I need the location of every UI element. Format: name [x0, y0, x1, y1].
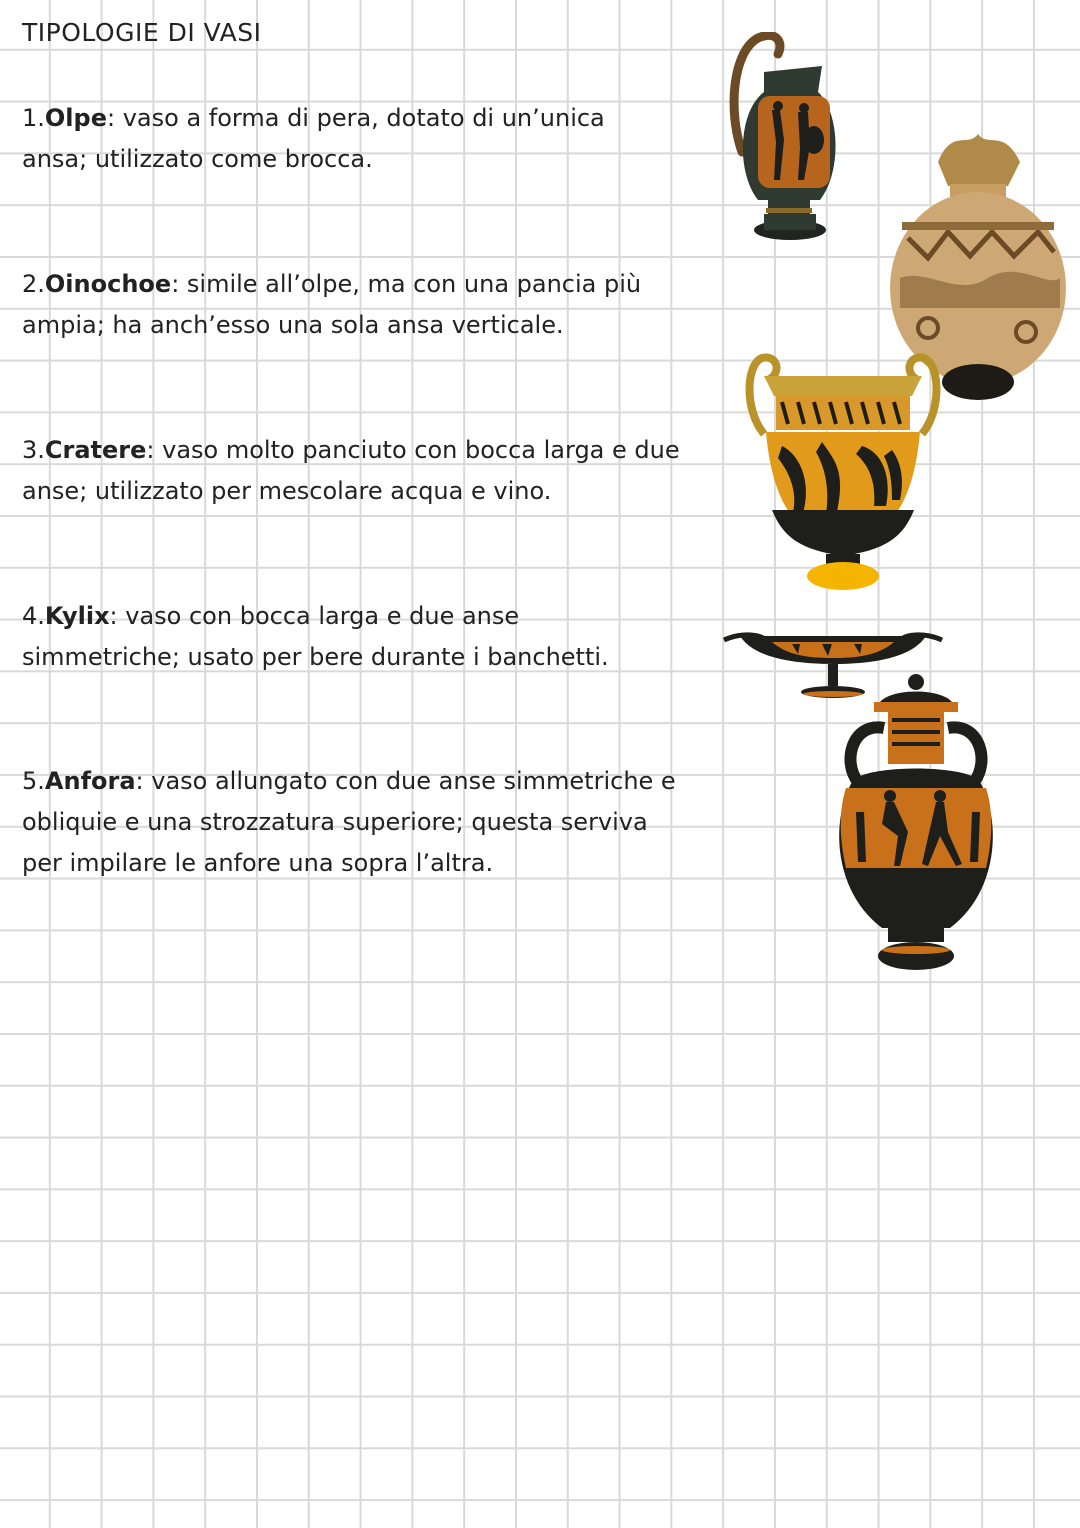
- entry-text: simmetriche; usato per bere durante i banchetti.: [22, 643, 609, 671]
- entry-text: per impilare le anfore una sopra l’altra.: [22, 849, 494, 877]
- entry-text: obliquie e una strozzatura superiore; questa serviva: [22, 808, 648, 836]
- entry-text: : vaso molto panciuto con bocca larga e due: [146, 436, 680, 464]
- entry-oinochoe: [22, 264, 722, 346]
- entry-text: : vaso a forma di pera, dotato di un’unica: [107, 104, 605, 132]
- olpe-image: [728, 32, 846, 244]
- entry-number: 4.: [22, 602, 45, 630]
- entry-anfora: [22, 761, 722, 884]
- page-title: TIPOLOGIE DI VASI: [22, 18, 262, 47]
- entry-term: Cratere: [44, 436, 147, 464]
- entry-cratere: [22, 430, 722, 512]
- entry-number: 5.: [22, 767, 45, 795]
- entry-text: : vaso con bocca larga e due anse: [109, 602, 520, 630]
- entry-text: : simile all’olpe, ma con una pancia più: [171, 270, 642, 298]
- anfora-image: [832, 672, 1000, 976]
- entry-text: ansa; utilizzato come brocca.: [22, 145, 373, 173]
- entry-term: Anfora: [44, 767, 136, 795]
- entry-term: Kylix: [44, 602, 110, 630]
- entry-text: ampia; ha anch’esso una sola ansa verticale.: [22, 311, 564, 339]
- entry-number: 1.: [22, 104, 45, 132]
- entry-kylix: [22, 596, 722, 678]
- entry-text: : vaso allungato con due anse simmetriche e: [135, 767, 676, 795]
- cratere-image: [742, 350, 944, 592]
- entry-term: Oinochoe: [44, 270, 172, 298]
- entry-term: Olpe: [44, 104, 107, 132]
- entry-text: anse; utilizzato per mescolare acqua e vino.: [22, 477, 552, 505]
- entry-number: 3.: [22, 436, 45, 464]
- entry-olpe: [22, 98, 722, 180]
- entry-number: 2.: [22, 270, 45, 298]
